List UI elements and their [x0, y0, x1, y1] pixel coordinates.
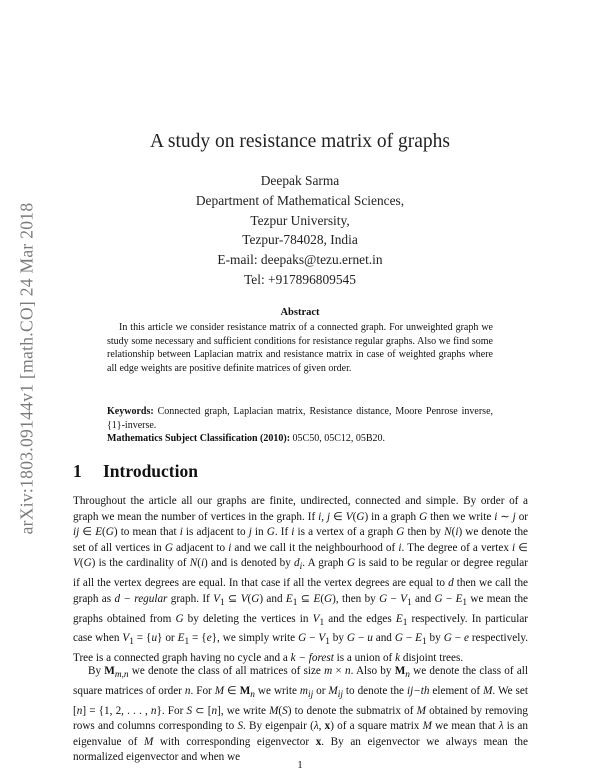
- abstract-text: In this article we consider resistance matrix of a connected graph. For unweighted graph we study some necessary and sufficient conditions for resistance regular graphs. Also we find some relationship between Laplacian matrix and resistance matrix in case of weighted graphs where all edge weights are positive definite matrices of given order.: [107, 322, 493, 374]
- author-name: Deepak Sarma: [260, 173, 340, 188]
- author-location: Tezpur-784028, India: [242, 232, 358, 248]
- section-title: Introduction: [103, 461, 198, 481]
- msc-text: 05C50, 05C12, 05B20.: [292, 433, 386, 444]
- keywords-label: Keywords:: [107, 406, 154, 417]
- intro-paragraph-1: Throughout the article all our graphs are finite, undirected, connected and simple. By order of a graph we mean the number of vertices in the graph. If i, j ∈ V(G) in a graph G then we write i ∼ j or ij ∈ E(G) to mean that i is adjacent to j in G. If i is a vertex of a graph G then by N(i) we denote the set of all vertices in G adjacent to i and we call it the neighbourhood of i. The degree of a vertex i ∈ V(G) is the cardinality of N(i) and is denoted by $d_i$. A graph G is said to be regular or degree regular if all the vertex degrees are equal. In that case if all the vertex degrees are equal to d then we call the graph as d − regular graph. If $V_1$ ⊆ V(G) and $E_1$ ⊆ E(G), then by $G - V_1$ and $G - E_1$ we mean the graphs obtained from G by deleting the vertices in $V_1$ and the edges $E_1$ respectively. In particular case when $V_1 = \{u\}$ or $E_1 = \{e\}$, we simply write $G - V_1$ by G − u and $G - E_1$ by G − e respectively. Tree is a connected graph having no cycle and a k − forest is a union of k disjoint trees.: [73, 495, 529, 665]
- section-number: 1: [73, 461, 82, 481]
- keywords: [107, 405, 493, 432]
- section-heading: [73, 461, 198, 482]
- author-email: E-mail: deepaks@tezu.ernet.in: [217, 252, 383, 268]
- keywords-text: Connected graph, Laplacian matrix, Resistance distance, Moore Penrose inverse, {1}-inverse.: [107, 406, 494, 431]
- intro-paragraph-2: By $M_{m,n}$ we denote the class of all matrices of size m × n. Also by $M_n$ we denote the class of all square matrices of order n. For M ∈ $M_n$ we write $m_{ij}$ or $M_{ij}$ to denote the ij−th element of M. We set [n] = {1, 2, . . . , n}. For S ⊂ [n], we write M(S) to denote the submatrix of M obtained by removing rows and columns corresponding to S. By eigenpair (λ, x) of a square matrix M we mean that λ is an eigenvalue of M with corresponding eigenvector x. By an eigenvector we always mean the normalized eigenvector and when we: [73, 665, 529, 764]
- paper-title: A study on resistance matrix of graphs: [149, 131, 451, 152]
- abstract-heading: Abstract: [280, 307, 320, 318]
- author-phone: Tel: +917896809545: [244, 271, 356, 287]
- author-university: Tezpur University,: [250, 212, 350, 228]
- arxiv-identifier-text: arXiv:1803.09144v1 [math.CO] 24 Mar 2018: [16, 202, 37, 534]
- author-department: Department of Mathematical Sciences,: [195, 192, 405, 208]
- msc-label: Mathematics Subject Classification (2010):: [107, 433, 291, 444]
- page-number: 1: [297, 759, 303, 771]
- author-block: [0, 171, 600, 290]
- msc-classification: [107, 432, 493, 446]
